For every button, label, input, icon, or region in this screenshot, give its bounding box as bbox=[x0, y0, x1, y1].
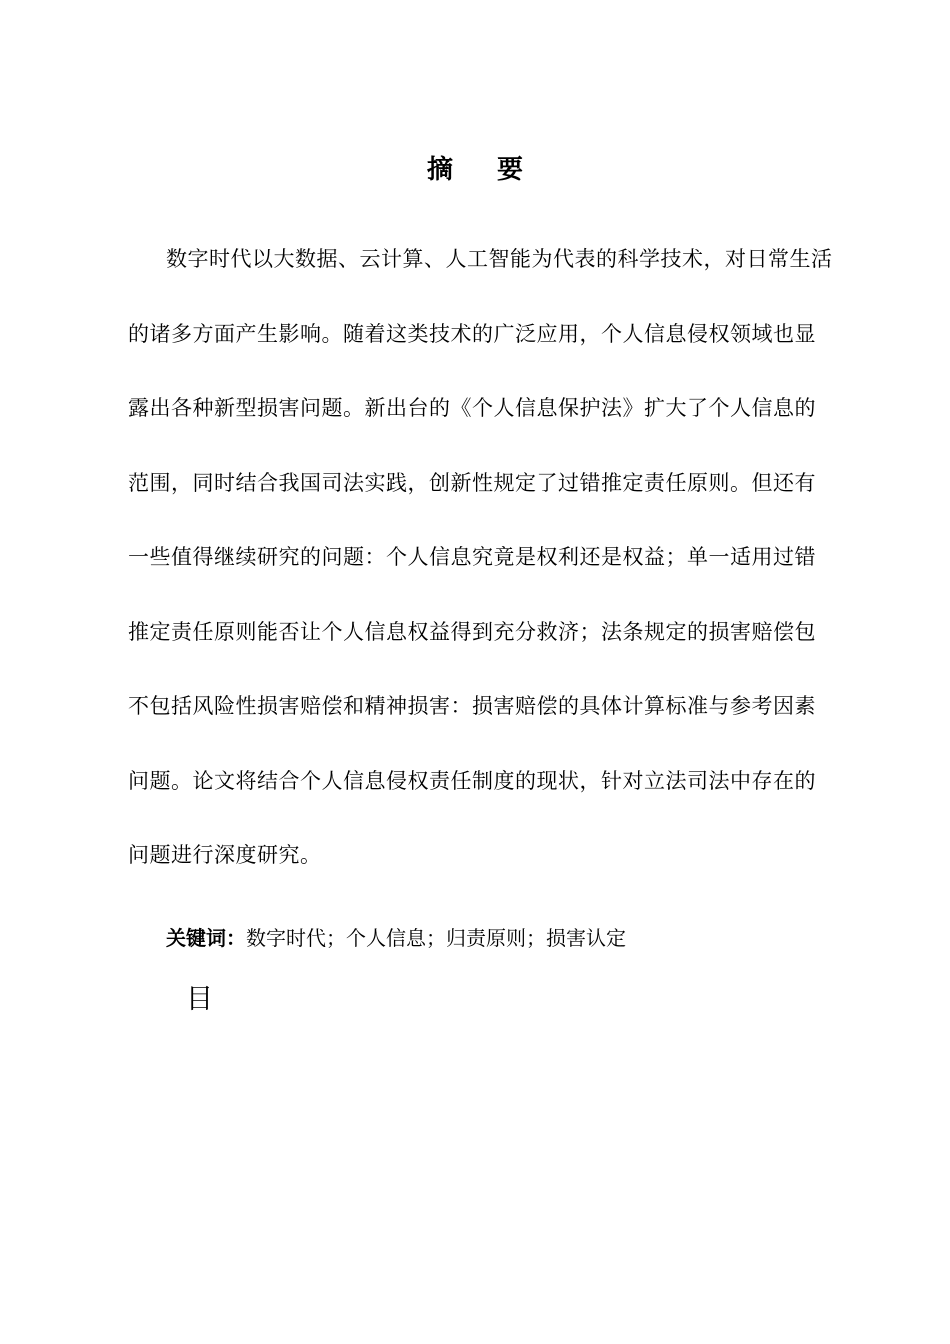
abstract-line: 范围，同时结合我国司法实践，创新性规定了过错推定责任原则。但还有 bbox=[128, 470, 816, 495]
abstract-body bbox=[128, 222, 868, 893]
abstract-title bbox=[0, 150, 950, 190]
abstract-line: 的诸多方面产生影响。随着这类技术的广泛应用，个人信息侵权领域也显 bbox=[128, 321, 816, 346]
abstract-line: 问题。论文将结合个人信息侵权责任制度的现状，针对立法司法中存在的 bbox=[128, 768, 816, 793]
abstract-line: 一些值得继续研究的问题：个人信息究竟是权利还是权益；单一适用过错 bbox=[128, 545, 816, 569]
abstract-title-right: 要 bbox=[497, 155, 524, 185]
abstract-line: 露出各种新型损害问题。新出台的《个人信息保护法》扩大了个人信息的 bbox=[128, 396, 816, 420]
toc-heading: 目 bbox=[186, 984, 213, 1015]
abstract-line: 推定责任原则能否让个人信息权益得到充分救济；法条规定的损害赔偿包 bbox=[128, 619, 816, 644]
abstract-line: 不包括风险性损害赔偿和精神损害：损害赔偿的具体计算标准与参考因素 bbox=[128, 694, 816, 718]
abstract-line: 问题进行深度研究。 bbox=[128, 843, 322, 867]
abstract-line: 数字时代以大数据、云计算、人工智能为代表的科学技术，对日常生活 bbox=[166, 247, 833, 271]
keywords-label: 关键词： bbox=[166, 926, 246, 950]
keywords-line bbox=[166, 918, 626, 958]
keywords-value: 数字时代；个人信息；归责原则；损害认定 bbox=[246, 926, 626, 950]
abstract-title-left: 摘 bbox=[426, 155, 453, 185]
